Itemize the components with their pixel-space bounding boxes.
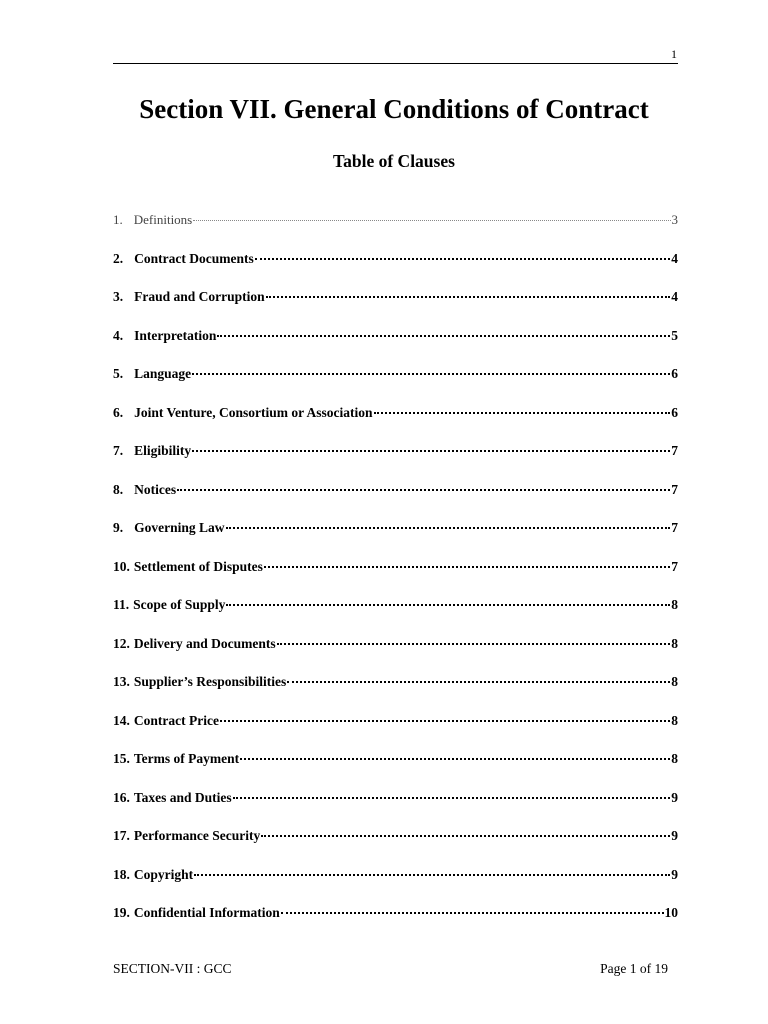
toc-entry-title: Delivery and Documents	[133, 635, 276, 651]
toc-entry-number: 8.	[113, 481, 124, 497]
toc-entry-number: 14.	[113, 712, 130, 728]
toc-entry-title: Joint Venture, Consortium or Association	[134, 404, 373, 420]
toc-entry-label	[113, 867, 193, 883]
toc-entry-title: Scope of Supply	[133, 597, 226, 612]
toc-entry[interactable]	[113, 251, 678, 290]
toc-entry-page: 4	[671, 289, 678, 304]
toc-entry[interactable]	[113, 905, 678, 944]
toc-entry-label	[113, 251, 254, 267]
toc-entry-title: Performance Security	[133, 828, 261, 843]
toc-entry-label	[113, 559, 263, 575]
toc-entry-page: 4	[671, 250, 678, 266]
toc-entry[interactable]	[113, 443, 678, 482]
toc-entry-title: Copyright	[133, 866, 194, 882]
toc-entry-number: 9.	[113, 520, 124, 535]
toc-entry-title: Supplier’s Responsibilities	[133, 674, 287, 689]
toc-entry-title: Language	[134, 366, 192, 381]
toc-entry-leader-dots	[192, 373, 670, 375]
toc-entry[interactable]	[113, 405, 678, 444]
toc-entry[interactable]	[113, 520, 678, 559]
toc-entry-label	[113, 828, 260, 844]
toc-entry-number: 16.	[113, 789, 130, 805]
toc-entry-number: 15.	[113, 751, 130, 766]
toc-entry-number: 11.	[113, 597, 130, 612]
toc-entry-title: Interpretation	[134, 327, 217, 343]
toc-entry-title: Notices	[134, 481, 177, 497]
toc-entry-number: 19.	[113, 905, 130, 920]
toc-entry-label	[113, 212, 192, 228]
toc-entry[interactable]	[113, 713, 678, 752]
toc-entry-label	[113, 674, 286, 690]
toc-entry-title: Confidential Information	[133, 905, 280, 920]
toc-entry-label	[113, 405, 373, 421]
toc-entry-page: 8	[671, 712, 678, 728]
toc-entry[interactable]	[113, 482, 678, 521]
toc-entry-leader-dots	[277, 643, 671, 645]
table-of-clauses	[113, 212, 678, 944]
toc-entry-leader-dots	[193, 220, 670, 221]
toc-entry-leader-dots	[255, 258, 671, 260]
header-page-number: 1	[671, 47, 677, 61]
toc-title: Table of Clauses	[333, 151, 455, 171]
footer-section-label: SECTION-VII : GCC	[113, 961, 232, 976]
toc-entry-page: 6	[671, 404, 678, 420]
toc-entry-label	[113, 597, 225, 613]
toc-entry-leader-dots	[177, 489, 670, 491]
toc-entry-number: 3.	[113, 289, 124, 304]
toc-entry-page: 8	[671, 674, 678, 689]
toc-entry[interactable]	[113, 790, 678, 829]
toc-entry-label	[113, 366, 191, 382]
toc-entry-label	[113, 482, 176, 498]
toc-entry-label	[113, 289, 265, 305]
toc-entry-leader-dots	[266, 296, 671, 298]
toc-entry-label	[113, 443, 191, 459]
toc-entry-title: Definitions	[133, 212, 193, 227]
toc-entry[interactable]	[113, 366, 678, 405]
toc-entry-leader-dots	[261, 835, 670, 837]
toc-entry-label	[113, 713, 219, 729]
toc-entry-page: 10	[664, 905, 678, 920]
toc-entry-leader-dots	[226, 527, 671, 529]
toc-entry-label	[113, 905, 280, 921]
toc-entry-leader-dots	[240, 758, 670, 760]
toc-entry[interactable]	[113, 674, 678, 713]
toc-entry-leader-dots	[226, 604, 670, 606]
toc-entry-number: 7.	[113, 443, 124, 458]
toc-entry-number: 10.	[113, 558, 130, 574]
toc-entry-leader-dots	[374, 412, 671, 414]
toc-entry-number: 5.	[113, 366, 124, 381]
toc-entry-label	[113, 636, 276, 652]
toc-entry-title: Terms of Payment	[133, 751, 240, 766]
toc-entry-leader-dots	[233, 797, 671, 799]
toc-entry-page: 7	[671, 481, 678, 497]
toc-entry-number: 6.	[113, 404, 124, 420]
toc-entry-number: 18.	[113, 866, 130, 882]
toc-entry[interactable]	[113, 559, 678, 598]
toc-entry-number: 4.	[113, 327, 124, 343]
toc-entry[interactable]	[113, 867, 678, 906]
toc-entry-number: 17.	[113, 828, 130, 843]
toc-entry-page: 8	[671, 597, 678, 612]
toc-entry-page: 6	[671, 366, 678, 381]
toc-entry-page: 3	[671, 212, 678, 227]
toc-entry-number: 12.	[113, 635, 130, 651]
toc-entry-title: Contract Price	[133, 712, 219, 728]
toc-entry[interactable]	[113, 597, 678, 636]
toc-entry-page: 9	[671, 789, 678, 805]
toc-entry-label	[113, 790, 232, 806]
toc-entry-label	[113, 328, 216, 344]
toc-entry-title: Settlement of Disputes	[133, 558, 263, 574]
toc-entry-leader-dots	[194, 874, 670, 876]
toc-entry[interactable]	[113, 828, 678, 867]
toc-entry[interactable]	[113, 751, 678, 790]
toc-entry-title: Fraud and Corruption	[134, 289, 265, 304]
toc-entry-leader-dots	[281, 912, 664, 914]
toc-entry-title: Contract Documents	[134, 250, 254, 266]
toc-entry-title: Eligibility	[134, 443, 192, 458]
toc-entry-title: Taxes and Duties	[133, 789, 232, 805]
toc-entry-leader-dots	[217, 335, 670, 337]
document-title: Section VII. General Conditions of Contract	[139, 94, 649, 124]
toc-entry[interactable]	[113, 212, 678, 251]
toc-entry-number: 13.	[113, 674, 130, 689]
toc-entry-label	[113, 751, 239, 767]
toc-entry-number: 1.	[113, 212, 123, 227]
toc-entry-page: 7	[671, 558, 678, 574]
toc-entry-leader-dots	[192, 450, 670, 452]
toc-entry-page: 7	[671, 443, 678, 458]
toc-entry-page: 7	[671, 520, 678, 535]
toc-entry[interactable]	[113, 328, 678, 367]
toc-entry-leader-dots	[264, 566, 670, 568]
toc-entry-page: 8	[671, 635, 678, 651]
toc-entry-number: 2.	[113, 250, 124, 266]
toc-entry-page: 9	[671, 866, 678, 882]
toc-entry[interactable]	[113, 289, 678, 328]
toc-entry-page: 8	[671, 751, 678, 766]
toc-entry-page: 9	[671, 828, 678, 843]
toc-entry-page: 5	[671, 327, 678, 343]
header-rule	[113, 63, 678, 64]
toc-entry-title: Governing Law	[134, 520, 225, 535]
toc-entry-label	[113, 520, 225, 536]
toc-entry-leader-dots	[220, 720, 670, 722]
toc-entry[interactable]	[113, 636, 678, 675]
toc-entry-leader-dots	[287, 681, 670, 683]
footer-page-count: Page 1 of 19	[600, 961, 668, 976]
